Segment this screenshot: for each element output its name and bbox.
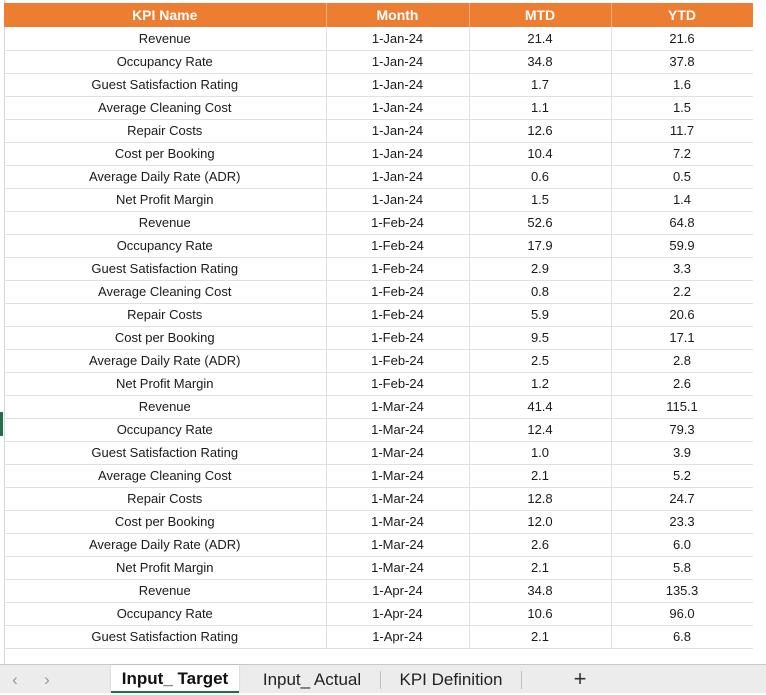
- cell-month[interactable]: 1-Mar-24: [326, 556, 469, 579]
- cell-ytd[interactable]: 2.8: [611, 349, 753, 372]
- cell-mtd[interactable]: 1.2: [469, 372, 611, 395]
- cell-mtd[interactable]: 5.9: [469, 303, 611, 326]
- cell-ytd[interactable]: 24.7: [611, 487, 753, 510]
- cell-mtd[interactable]: 41.4: [469, 395, 611, 418]
- cell-month[interactable]: 1-Jan-24: [326, 73, 469, 96]
- cell-mtd[interactable]: 10.6: [469, 602, 611, 625]
- cell-mtd[interactable]: 1.1: [469, 96, 611, 119]
- cell-ytd[interactable]: 79.3: [611, 418, 753, 441]
- cell-month[interactable]: 1-Feb-24: [326, 211, 469, 234]
- header-kpi-name[interactable]: KPI Name: [4, 3, 326, 27]
- tab-separator: [521, 671, 522, 689]
- cell-ytd[interactable]: 6.8: [611, 625, 753, 648]
- table-row: [4, 326, 753, 349]
- table-row: [4, 533, 753, 556]
- cell-kpi-name[interactable]: Average Cleaning Cost: [4, 464, 326, 487]
- cell-month[interactable]: 1-Jan-24: [326, 50, 469, 73]
- cell-mtd[interactable]: 0.8: [469, 280, 611, 303]
- cell-mtd[interactable]: 12.0: [469, 510, 611, 533]
- cell-mtd[interactable]: 2.1: [469, 464, 611, 487]
- table-row: [4, 257, 753, 280]
- table-row: [4, 188, 753, 211]
- table-row: [4, 303, 753, 326]
- cell-ytd[interactable]: 5.8: [611, 556, 753, 579]
- active-row-marker: [0, 412, 3, 436]
- cell-mtd[interactable]: 52.6: [469, 211, 611, 234]
- table-row: [4, 579, 753, 602]
- cell-mtd[interactable]: 34.8: [469, 579, 611, 602]
- cell-month[interactable]: 1-Feb-24: [326, 372, 469, 395]
- cell-ytd[interactable]: 0.5: [611, 165, 753, 188]
- cell-ytd[interactable]: 115.1: [611, 395, 753, 418]
- table-row: [4, 602, 753, 625]
- cell-month[interactable]: 1-Feb-24: [326, 349, 469, 372]
- cell-mtd[interactable]: 17.9: [469, 234, 611, 257]
- cell-month[interactable]: 1-Feb-24: [326, 326, 469, 349]
- cell-kpi-name[interactable]: Average Daily Rate (ADR): [4, 165, 326, 188]
- cell-mtd[interactable]: 2.5: [469, 349, 611, 372]
- cell-kpi-name[interactable]: Net Profit Margin: [4, 556, 326, 579]
- cell-month[interactable]: 1-Mar-24: [326, 395, 469, 418]
- cell-kpi-name[interactable]: Average Cleaning Cost: [4, 96, 326, 119]
- grid-right-margin: [753, 0, 766, 664]
- cell-ytd[interactable]: 11.7: [611, 119, 753, 142]
- cell-month[interactable]: 1-Jan-24: [326, 119, 469, 142]
- cell-kpi-name[interactable]: Repair Costs: [4, 487, 326, 510]
- tab-separator: [380, 671, 381, 689]
- cell-kpi-name[interactable]: Guest Satisfaction Rating: [4, 257, 326, 280]
- cell-kpi-name[interactable]: Occupancy Rate: [4, 602, 326, 625]
- tab-input-actual[interactable]: Input_ Actual: [262, 670, 362, 689]
- cell-kpi-name[interactable]: Revenue: [4, 395, 326, 418]
- cell-kpi-name[interactable]: Occupancy Rate: [4, 418, 326, 441]
- cell-month[interactable]: 1-Feb-24: [326, 234, 469, 257]
- cell-kpi-name[interactable]: Net Profit Margin: [4, 188, 326, 211]
- cell-kpi-name[interactable]: Cost per Booking: [4, 142, 326, 165]
- cell-month[interactable]: 1-Jan-24: [326, 96, 469, 119]
- cell-month[interactable]: 1-Jan-24: [326, 27, 469, 50]
- cell-mtd[interactable]: 1.7: [469, 73, 611, 96]
- cell-kpi-name[interactable]: Revenue: [4, 211, 326, 234]
- cell-month[interactable]: 1-Mar-24: [326, 487, 469, 510]
- cell-mtd[interactable]: 2.6: [469, 533, 611, 556]
- cell-mtd[interactable]: 2.1: [469, 625, 611, 648]
- cell-ytd[interactable]: 17.1: [611, 326, 753, 349]
- cell-mtd[interactable]: 0.6: [469, 165, 611, 188]
- scroll-tabs-left-icon[interactable]: ‹: [12, 670, 18, 689]
- cell-mtd[interactable]: 2.1: [469, 556, 611, 579]
- cell-month[interactable]: 1-Mar-24: [326, 510, 469, 533]
- cell-kpi-name[interactable]: Guest Satisfaction Rating: [4, 625, 326, 648]
- header-month[interactable]: Month: [326, 3, 469, 27]
- cell-month[interactable]: 1-Apr-24: [326, 602, 469, 625]
- cell-ytd[interactable]: 21.6: [611, 27, 753, 50]
- cell-kpi-name[interactable]: Occupancy Rate: [4, 234, 326, 257]
- cell-ytd[interactable]: 96.0: [611, 602, 753, 625]
- table-row: [4, 96, 753, 119]
- table-row: [4, 418, 753, 441]
- cell-ytd[interactable]: 135.3: [611, 579, 753, 602]
- cell-mtd[interactable]: 12.6: [469, 119, 611, 142]
- cell-mtd[interactable]: 2.9: [469, 257, 611, 280]
- cell-month[interactable]: 1-Mar-24: [326, 464, 469, 487]
- table-row: [4, 625, 753, 648]
- cell-mtd[interactable]: 12.4: [469, 418, 611, 441]
- cell-ytd[interactable]: 3.3: [611, 257, 753, 280]
- cell-mtd[interactable]: 12.8: [469, 487, 611, 510]
- kpi-table: [4, 3, 754, 649]
- table-row: [4, 464, 753, 487]
- table-row: [4, 142, 753, 165]
- cell-month[interactable]: 1-Mar-24: [326, 441, 469, 464]
- cell-mtd[interactable]: 34.8: [469, 50, 611, 73]
- table-row: [4, 510, 753, 533]
- cell-kpi-name[interactable]: Cost per Booking: [4, 326, 326, 349]
- cell-mtd[interactable]: 9.5: [469, 326, 611, 349]
- table-row: [4, 119, 753, 142]
- cell-kpi-name[interactable]: Average Cleaning Cost: [4, 280, 326, 303]
- cell-ytd[interactable]: 37.8: [611, 50, 753, 73]
- cell-month[interactable]: 1-Jan-24: [326, 188, 469, 211]
- table-row: [4, 349, 753, 372]
- header-ytd[interactable]: YTD: [611, 3, 753, 27]
- table-row: [4, 165, 753, 188]
- header-row: [4, 3, 753, 27]
- cell-kpi-name[interactable]: Average Daily Rate (ADR): [4, 349, 326, 372]
- cell-ytd[interactable]: 6.0: [611, 533, 753, 556]
- cell-ytd[interactable]: 1.5: [611, 96, 753, 119]
- table-row: [4, 280, 753, 303]
- cell-month[interactable]: 1-Jan-24: [326, 165, 469, 188]
- cell-kpi-name[interactable]: Repair Costs: [4, 303, 326, 326]
- table-row: [4, 73, 753, 96]
- cell-ytd[interactable]: 2.2: [611, 280, 753, 303]
- table-row: [4, 556, 753, 579]
- cell-ytd[interactable]: 2.6: [611, 372, 753, 395]
- cell-ytd[interactable]: 1.6: [611, 73, 753, 96]
- cell-kpi-name[interactable]: Cost per Booking: [4, 510, 326, 533]
- cell-kpi-name[interactable]: Revenue: [4, 27, 326, 50]
- cell-ytd[interactable]: 5.2: [611, 464, 753, 487]
- table-body: [4, 27, 753, 648]
- table-row: [4, 234, 753, 257]
- cell-month[interactable]: 1-Apr-24: [326, 625, 469, 648]
- cell-mtd[interactable]: 1.5: [469, 188, 611, 211]
- cell-ytd[interactable]: 3.9: [611, 441, 753, 464]
- table-row: [4, 27, 753, 50]
- table-row: [4, 50, 753, 73]
- sheet-tab-bar: [0, 664, 766, 693]
- cell-mtd[interactable]: 10.4: [469, 142, 611, 165]
- cell-kpi-name[interactable]: Revenue: [4, 579, 326, 602]
- add-sheet-button[interactable]: +: [573, 666, 587, 691]
- cell-kpi-name[interactable]: Occupancy Rate: [4, 50, 326, 73]
- cell-month[interactable]: 1-Jan-24: [326, 142, 469, 165]
- cell-kpi-name[interactable]: Guest Satisfaction Rating: [4, 441, 326, 464]
- tab-input-target[interactable]: Input_ Target: [111, 665, 239, 693]
- table-row: [4, 395, 753, 418]
- header-mtd[interactable]: MTD: [469, 3, 611, 27]
- cell-ytd[interactable]: 1.4: [611, 188, 753, 211]
- cell-ytd[interactable]: 23.3: [611, 510, 753, 533]
- table-row: [4, 487, 753, 510]
- cell-month[interactable]: 1-Apr-24: [326, 579, 469, 602]
- cell-ytd[interactable]: 20.6: [611, 303, 753, 326]
- table-row: [4, 441, 753, 464]
- cell-month[interactable]: 1-Feb-24: [326, 257, 469, 280]
- cell-month[interactable]: 1-Feb-24: [326, 280, 469, 303]
- cell-mtd[interactable]: 21.4: [469, 27, 611, 50]
- cell-mtd[interactable]: 1.0: [469, 441, 611, 464]
- table-row: [4, 372, 753, 395]
- cell-ytd[interactable]: 59.9: [611, 234, 753, 257]
- table-row: [4, 211, 753, 234]
- scroll-tabs-right-icon[interactable]: ›: [44, 670, 50, 689]
- cell-month[interactable]: 1-Feb-24: [326, 303, 469, 326]
- cell-month[interactable]: 1-Mar-24: [326, 418, 469, 441]
- cell-month[interactable]: 1-Mar-24: [326, 533, 469, 556]
- cell-kpi-name[interactable]: Net Profit Margin: [4, 372, 326, 395]
- cell-kpi-name[interactable]: Average Daily Rate (ADR): [4, 533, 326, 556]
- tab-kpi-definition[interactable]: KPI Definition: [399, 670, 503, 689]
- cell-ytd[interactable]: 7.2: [611, 142, 753, 165]
- cell-kpi-name[interactable]: Guest Satisfaction Rating: [4, 73, 326, 96]
- cell-kpi-name[interactable]: Repair Costs: [4, 119, 326, 142]
- cell-ytd[interactable]: 64.8: [611, 211, 753, 234]
